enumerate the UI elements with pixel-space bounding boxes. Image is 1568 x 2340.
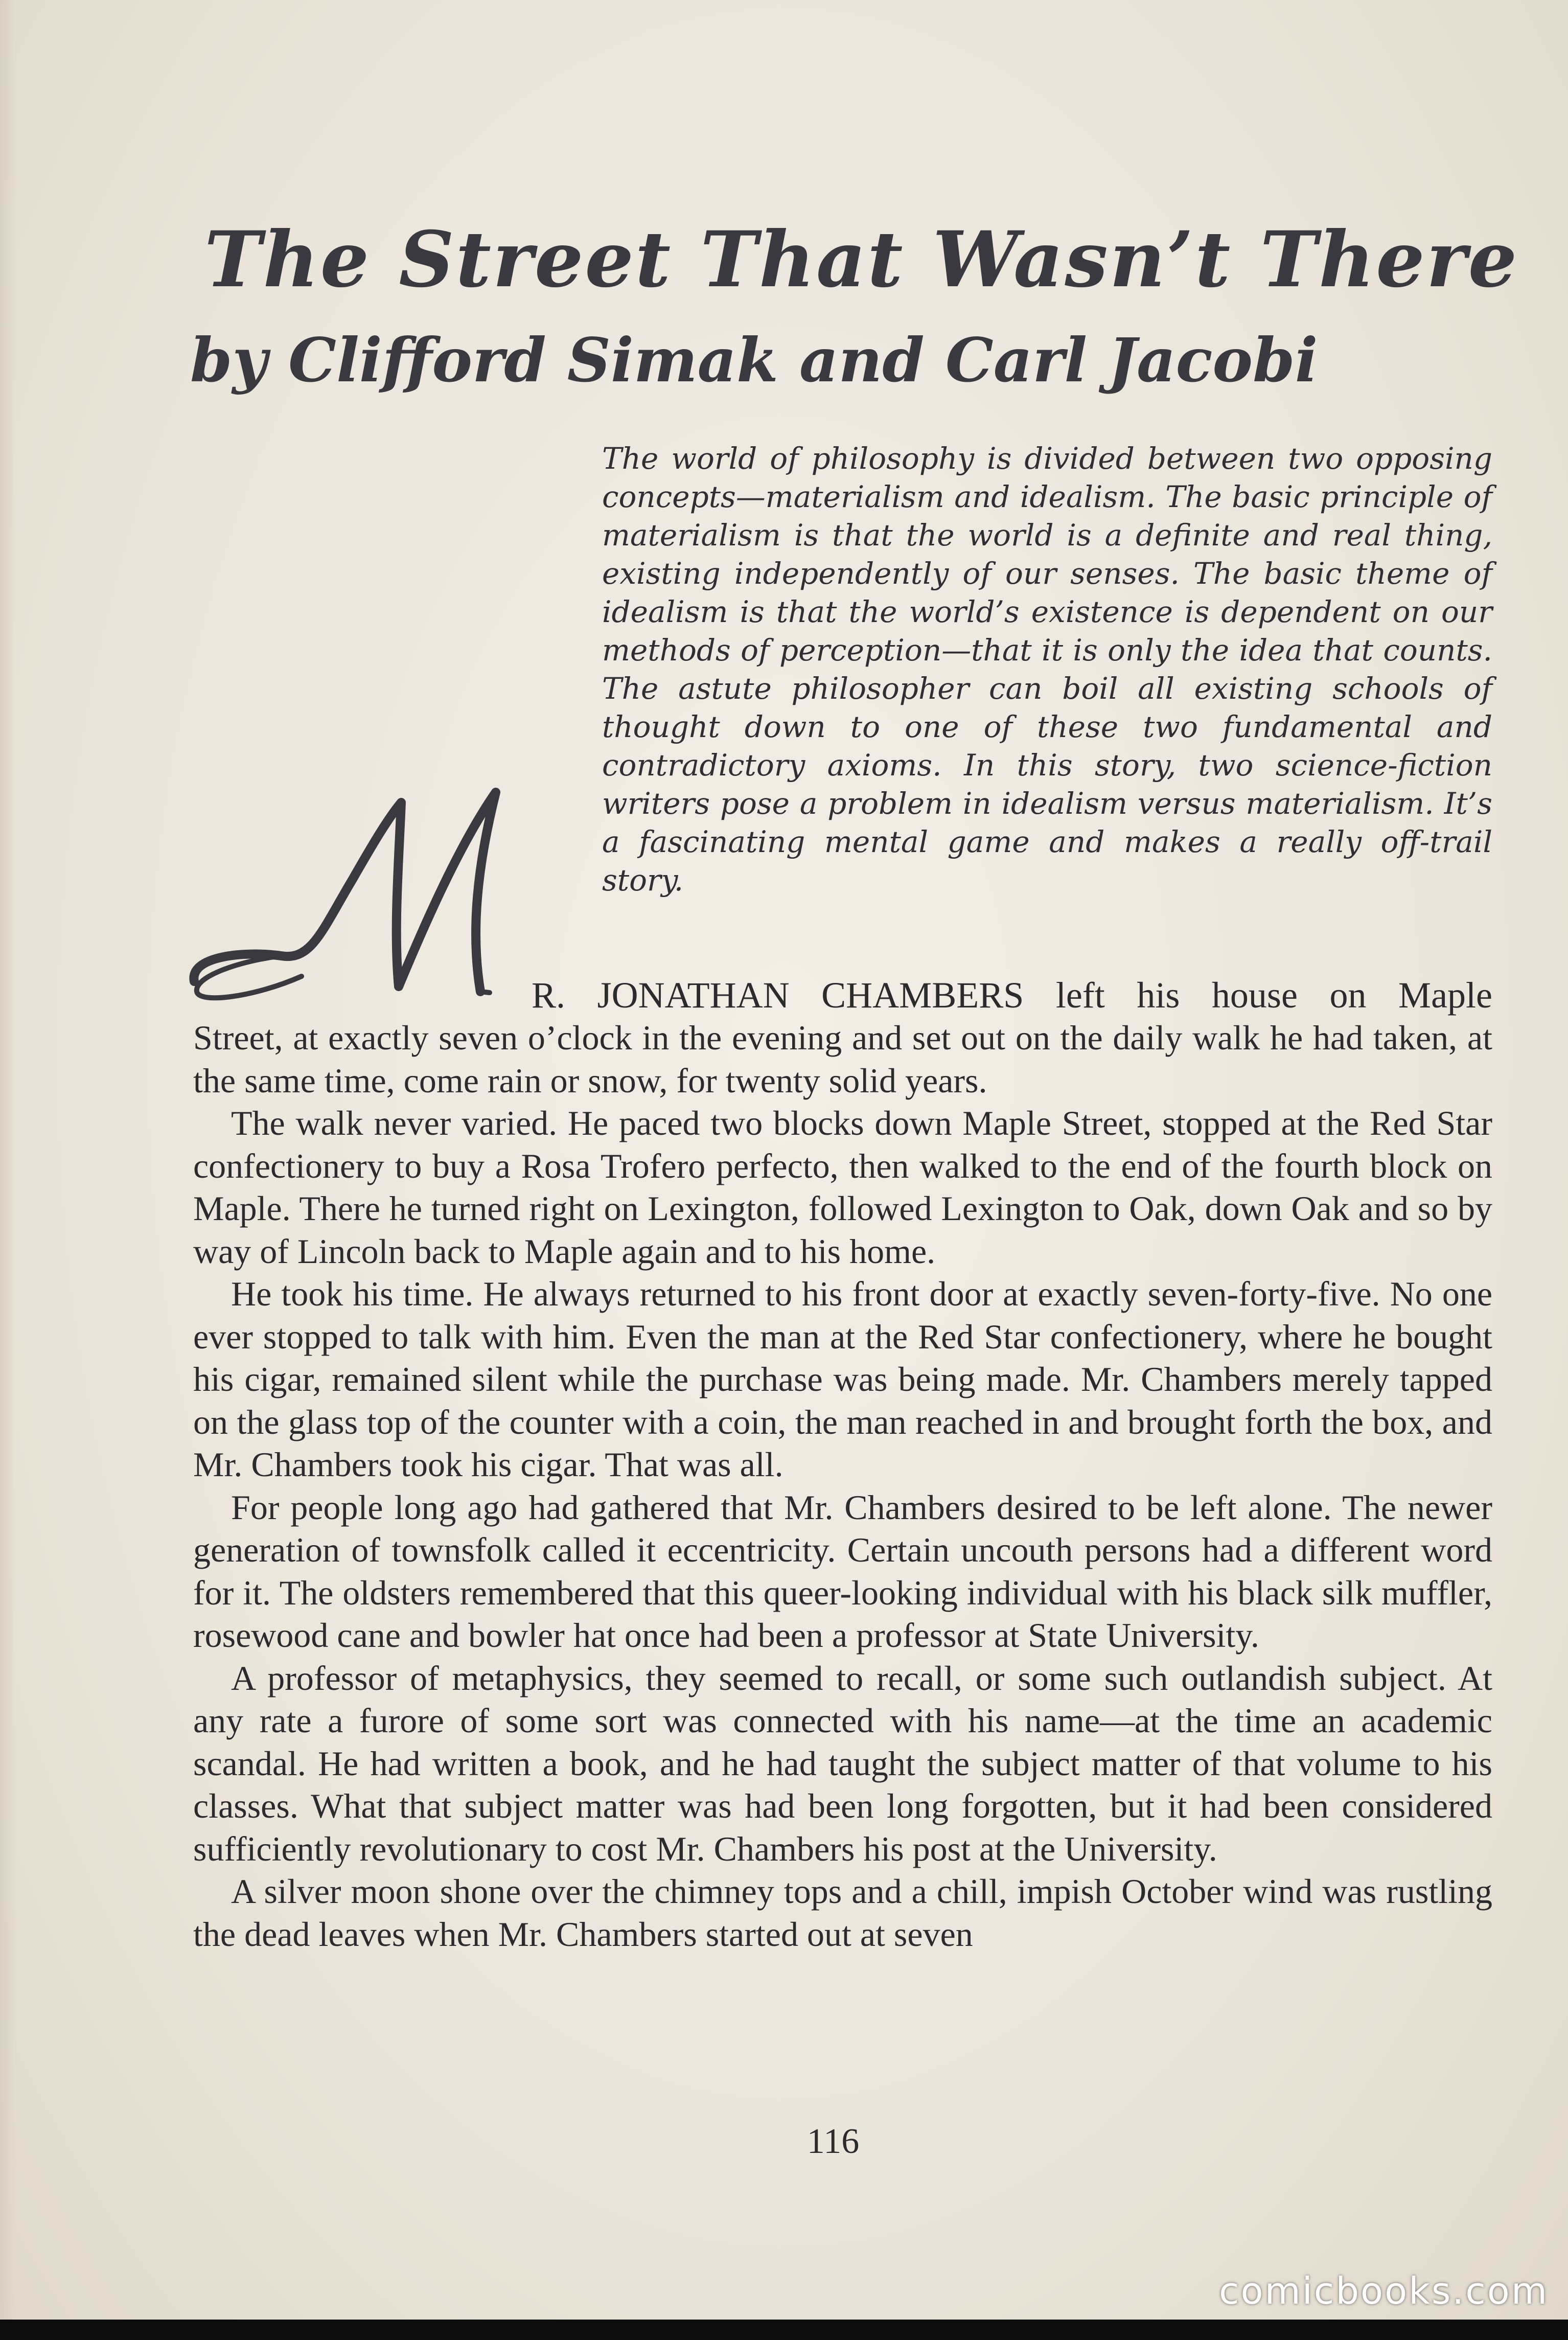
- body-paragraph: Street, at exactly seven o’clock in the evening and set out on the daily walk he had taken, at the same time, come rain or snow, for twenty solid years.: [193, 1018, 1492, 1100]
- page-number: 116: [806, 2122, 860, 2161]
- body-paragraph: The walk never varied. He paced two blocks down Maple Street, stopped at the Red Star confectionery to buy a Rosa Trofero perfecto, then walked to the end of the fourth block on Maple. There he turned right on Lexington, followed Lexington to Oak, down Oak and so by way of Lincoln back to Maple again and to his home.: [193, 1104, 1492, 1271]
- story-intro-blurb: The world of philosophy is divided between two opposing concepts—materialism and idealism. The basic principle of materialism is that the world is a definite and real thing, existing independently of our senses. The basic theme of idealism is that the world’s existence is dependent on our methods of perception—that it is only the idea that counts. The astute philosopher can boil all existing schools of thought down to one of these two fundamental and contradictory axioms. In this story, two science-fiction writers pose a problem in idealism versus materialism. It’s a fascinating mental game and makes a really off-trail story.: [602, 441, 1492, 898]
- site-watermark: comicbooks.com: [1218, 2269, 1549, 2312]
- body-paragraph: A silver moon shone over the chimney tops and a chill, impish October wind was rustling the dead leaves when Mr. Chambers started out at seven: [193, 1872, 1492, 1954]
- scan-bottom-edge: [0, 2320, 1568, 2340]
- story-body: [193, 1017, 1492, 1956]
- opening-line: R. JONATHAN CHAMBERS left his house on Maple: [532, 975, 1492, 1016]
- story-title: The Street That Wasn’t There: [204, 215, 1519, 305]
- body-paragraph: A professor of metaphysics, they seemed to recall, or some such outlandish subject. At any rate a furore of some sort was connected with his name—at the time an academic scandal. He had written a book, and he had taught the subject matter of that volume to his classes. What that subject matter was had been long forgotten, but it had been considered sufficiently revolutionary to cost Mr. Chambers his post at the University.: [193, 1658, 1492, 1868]
- body-paragraph: He took his time. He always returned to his front door at exactly seven-forty-five. No one ever stopped to talk with him. Even the man at the Red Star confectionery, where he bought his cigar, remained silent while the purchase was being made. Mr. Chambers merely tapped on the glass top of the counter with a coin, the man reached in and brought forth the box, and Mr. Chambers took his cigar. That was all.: [193, 1274, 1492, 1484]
- story-byline: by Clifford Simak and Carl Jacobi: [190, 325, 1318, 396]
- drop-cap-letter-m: [184, 762, 542, 1007]
- body-paragraph: For people long ago had gathered that Mr. Chambers desired to be left alone. The newer generation of townsfolk called it eccentricity. Certain uncouth persons had a different word for it. The oldsters remembered that this queer-looking individual with his black silk muffler, rosewood cane and bowler hat once had been a professor at State University.: [193, 1487, 1492, 1655]
- page-edge-shadow: [0, 0, 15, 2340]
